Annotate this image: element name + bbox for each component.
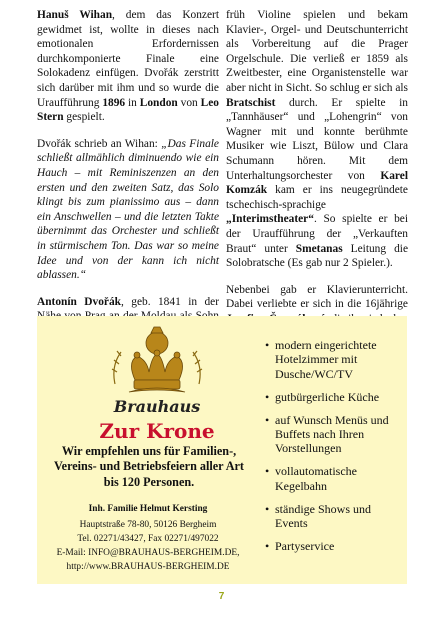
text: Dvořák schrieb an Wihan: — [37, 137, 162, 150]
bullet: • — [265, 338, 270, 352]
ad-phone: Tel. 02271/43427, Fax 02271/497022 — [77, 534, 219, 544]
page-number: 7 — [218, 591, 225, 602]
city-london: London — [139, 96, 178, 109]
feature-text: gutbürgerliche Küche — [275, 389, 380, 404]
feature-item — [265, 390, 403, 404]
paragraph-quote — [37, 137, 219, 283]
dvorak-quote: „Das Finale schließt allmählich diminuendo wie ein Hauch – mit Reminiszenzen an den ersten und den zweiten Satz, das Solo klingt bis zum pianissimo aus – dann ein Anschwellen – und die letzten Takte übernimmt das Orchester und schließt in stürmischem Ton. Das war so meine Idee und von der kann ich nicht ablassen.“ — [37, 137, 219, 282]
text: durch. Er spielte in „Tannhäuser“ und „Lohengrin“ von Wagner mit und konnte berühmte Musiker wie Liszt, Bülow und Clara Schumann hören. Mit dem Unterhaltungsorchester von — [226, 96, 408, 182]
text: früh Violine spielen und bekam Klavier-, Orgel- und Deutschunterricht als Vorbereitung auf die Prager Orgelschule. Die verließ er 1859 als Zweitbester, eine Organistenstelle war aber nicht in Sicht. So schlug er sich als — [226, 9, 408, 94]
right-column — [226, 8, 408, 338]
name-dvorak: Antonín Dvořák — [37, 295, 122, 308]
bratschist: Bratschist — [226, 96, 276, 109]
feature-item — [265, 464, 403, 493]
feature-text: modern eingerichtete Hotelzimmer mit Dusche/WC/TV — [275, 338, 377, 381]
text: in — [125, 96, 140, 109]
ad-owner: Inh. Familie Helmut Kersting — [88, 504, 208, 514]
feature-item — [265, 338, 403, 381]
text: Nebenbei gab er Klavierunterricht. Dabei verliebte er sich in die 16jährige — [226, 283, 408, 311]
feature-item — [265, 413, 403, 456]
text: Leitung die Solobratsche (Es gab nur 2 Spieler.). — [226, 242, 409, 270]
text: kam er ins neugegründete tschechisch-sprachige — [226, 184, 408, 211]
ad-website: http://www.BRAUHAUS-BERGHEIM.DE — [66, 562, 230, 572]
paragraph-wihan — [37, 8, 219, 125]
paragraph-early-career — [226, 8, 408, 271]
feature-text: auf Wunsch Menüs und Buffets nach Ihren Vorstellungen — [275, 412, 389, 456]
name-stern: Leo Stern — [37, 96, 219, 124]
name-komzak: Karel Komzák — [226, 169, 408, 197]
ad-address: Hauptstraße 78-80, 50126 Bergheim — [79, 520, 217, 530]
smetanas: Smetanas — [295, 242, 343, 255]
text: gespielt. — [63, 111, 105, 124]
ad-headline-line: Wir empfehlen uns für Familien-, — [61, 444, 237, 458]
crown-icon — [129, 327, 185, 392]
logo-brauhaus-text: Brauhaus — [113, 397, 201, 416]
left-column — [37, 8, 219, 350]
bullet: • — [265, 464, 270, 479]
ad-headline-line: Vereins- und Betriebsfeiern aller Art — [53, 459, 244, 474]
feature-item — [265, 502, 403, 531]
feature-text: Partyservice — [275, 538, 335, 553]
advertisement-brauhaus — [37, 316, 407, 584]
text: . So spielte er bei der Uraufführung der „Verkauften Braut“ unter — [226, 213, 408, 255]
text: , dem das Konzert gewidmet ist, wollte in dieses nach emotionalen Erfordernissen durchkomponierte Finale eine Solokadenz einfügen. Dvořák zerstritt sich darüber mit ihm und so wurde die Uraufführung — [37, 9, 220, 109]
feature-item — [265, 539, 403, 553]
logo-zur-krone-text: Zur Krone — [99, 419, 215, 443]
bullet: • — [265, 501, 270, 516]
ad-contact-info — [41, 502, 255, 574]
interimstheater: „Interimstheater“ — [226, 213, 314, 226]
ad-headline-line: bis 120 Personen. — [103, 474, 195, 489]
bullet: • — [265, 389, 270, 404]
ad-left-panel — [37, 316, 259, 584]
feature-text: ständige Shows und Events — [275, 501, 371, 531]
ad-headline — [47, 444, 251, 490]
bullet: • — [265, 538, 270, 553]
text: , geb. 1841 in der — [121, 295, 220, 308]
year-1896: 1896 — [102, 96, 126, 109]
ad-features-list — [265, 338, 403, 562]
bullet: • — [265, 412, 270, 427]
text: von — [177, 96, 201, 109]
ad-email: E-Mail: INFO@BRAUHAUS-BERGHEIM.DE, — [56, 548, 240, 558]
feature-text: vollautomatische Kegelbahn — [275, 464, 357, 493]
brauhaus-crown-logo — [99, 326, 215, 452]
name-wihan: Hanuš Wihan — [37, 9, 113, 21]
